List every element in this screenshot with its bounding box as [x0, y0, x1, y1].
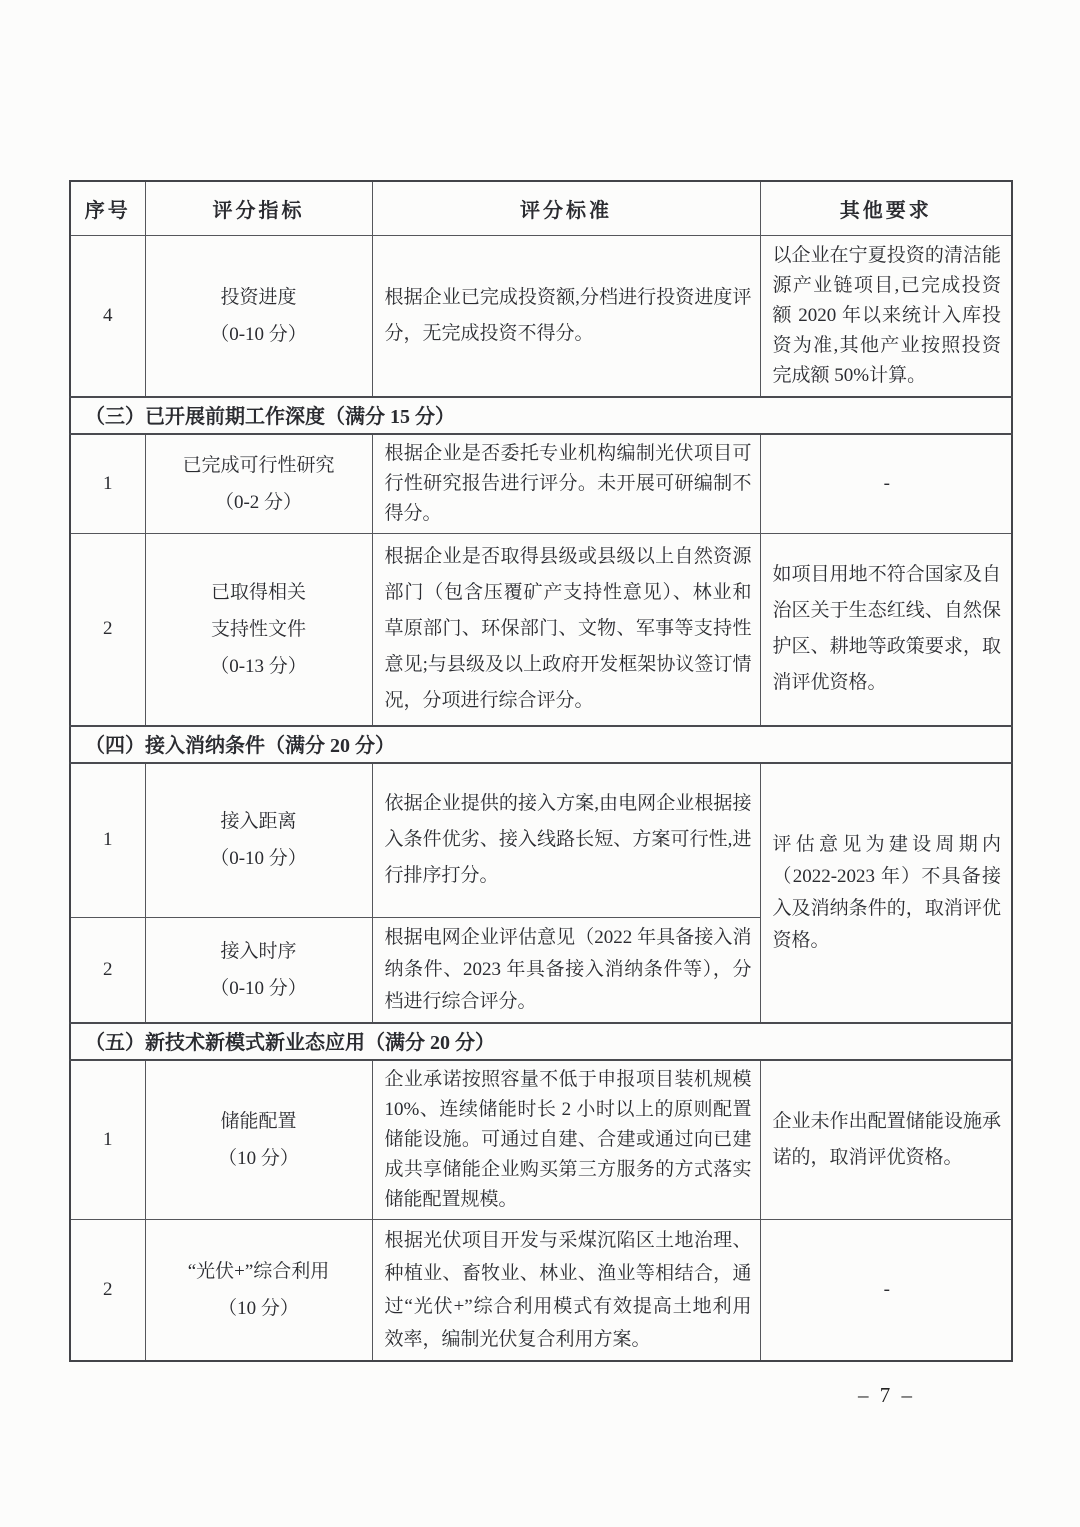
- table-header-row: [70, 181, 1012, 235]
- indicator-score: （0-10 分）: [210, 978, 307, 999]
- table-row-support-documents: [70, 534, 1012, 726]
- criteria-cell: 根据企业是否委托专业机构编制光伏项目可行性研究报告进行评分。未开展可研编制不得分。: [372, 434, 760, 534]
- indicator-score: （0-2 分）: [214, 492, 303, 513]
- other-requirements-cell: 如项目用地不符合国家及自治区关于生态红线、自然保护区、耕地等政策要求，取消评优资格。: [760, 534, 1012, 726]
- col-header-criteria: 评分标准: [372, 181, 760, 235]
- section-title: （五）新技术新模式新业态应用（满分 20 分）: [70, 1023, 1012, 1060]
- row-number-cell: 1: [70, 434, 145, 534]
- table-row-energy-storage: [70, 1060, 1012, 1220]
- table-row-pv-plus-utilization: [70, 1220, 1012, 1362]
- indicator-score: （10 分）: [218, 1148, 299, 1169]
- section-row-4: [70, 726, 1012, 763]
- criteria-cell: 根据企业已完成投资额,分档进行投资进度评分，无完成投资不得分。: [372, 235, 760, 397]
- indicator-name: 投资进度: [220, 286, 297, 308]
- indicator-cell: [145, 1060, 372, 1220]
- indicator-cell: [145, 235, 372, 397]
- row-number-cell: 2: [70, 918, 145, 1024]
- row-number-cell: 2: [70, 1220, 145, 1362]
- row-number-cell: 1: [70, 1060, 145, 1220]
- indicator-name: 储能配置: [220, 1111, 297, 1132]
- table-row-feasibility-study: [70, 434, 1012, 534]
- section-row-5: [70, 1023, 1012, 1060]
- indicator-cell: [145, 918, 372, 1024]
- row-number-cell: 1: [70, 763, 145, 918]
- criteria-cell: 企业承诺按照容量不低于申报项目装机规模 10%、连续储能时长 2 小时以上的原则配置储能设施。可通过自建、合建或通过向已建成共享储能企业购买第三方服务的方式落实储能配置规模。: [372, 1060, 760, 1220]
- section-title: （三）已开展前期工作深度（满分 15 分）: [70, 397, 1012, 434]
- indicator-name-line1: 已取得相关: [210, 581, 306, 603]
- other-requirements-cell: -: [760, 434, 1012, 534]
- indicator-cell: [145, 534, 372, 726]
- other-requirements-cell: 以企业在宁夏投资的清洁能源产业链项目,已完成投资额 2020 年以来统计入库投资为准,其他产业按照投资完成额 50%计算。: [760, 235, 1012, 397]
- section-title: （四）接入消纳条件（满分 20 分）: [70, 726, 1012, 763]
- other-requirements-cell: -: [760, 1220, 1012, 1362]
- criteria-cell: 根据光伏项目开发与采煤沉陷区土地治理、种植业、畜牧业、林业、渔业等相结合，通过“光伏+”综合利用模式有效提高土地利用效率，编制光伏复合利用方案。: [372, 1220, 760, 1362]
- other-requirements-cell: 企业未作出配置储能设施承诺的，取消评优资格。: [760, 1060, 1012, 1220]
- col-header-no: 序号: [70, 181, 145, 235]
- col-header-other: 其他要求: [760, 181, 1012, 235]
- table-row-access-distance: [70, 763, 1012, 918]
- indicator-name: 接入距离: [220, 811, 297, 833]
- scoring-table: [69, 180, 1013, 1362]
- criteria-cell: 根据电网企业评估意见（2022 年具备接入消纳条件、2023 年具备接入消纳条件等），分档进行综合评分。: [372, 918, 760, 1024]
- indicator-cell: [145, 1220, 372, 1362]
- indicator-score: （0-13 分）: [210, 655, 307, 677]
- indicator-name: “光伏+”综合利用: [187, 1261, 330, 1282]
- col-header-indicator: 评分指标: [145, 181, 372, 235]
- other-requirements-merged-cell: 评估意见为建设周期内（2022-2023 年）不具备接入及消纳条件的，取消评优资格。: [760, 763, 1012, 1024]
- indicator-name: 接入时序: [220, 941, 297, 962]
- section-row-3: [70, 397, 1012, 434]
- indicator-score: （0-10 分）: [210, 323, 307, 345]
- indicator-name-line2: 支持性文件: [210, 618, 306, 640]
- indicator-score: （10 分）: [218, 1298, 299, 1319]
- criteria-cell: 依据企业提供的接入方案,由电网企业根据接入条件优劣、接入线路长短、方案可行性,进行排序打分。: [372, 763, 760, 918]
- criteria-cell: 根据企业是否取得县级或县级以上自然资源部门（包含压覆矿产支持性意见）、林业和草原部门、环保部门、文物、军事等支持性意见;与县级及以上政府开发框架协议签订情况，分项进行综合评分。: [372, 534, 760, 726]
- indicator-name: 已完成可行性研究: [182, 455, 335, 476]
- table-row-investment-progress: [70, 235, 1012, 397]
- indicator-cell: [145, 763, 372, 918]
- indicator-cell: [145, 434, 372, 534]
- row-number-cell: 4: [70, 235, 145, 397]
- page-number: – 7 –: [858, 1383, 915, 1407]
- indicator-score: （0-10 分）: [210, 848, 307, 870]
- row-number-cell: 2: [70, 534, 145, 726]
